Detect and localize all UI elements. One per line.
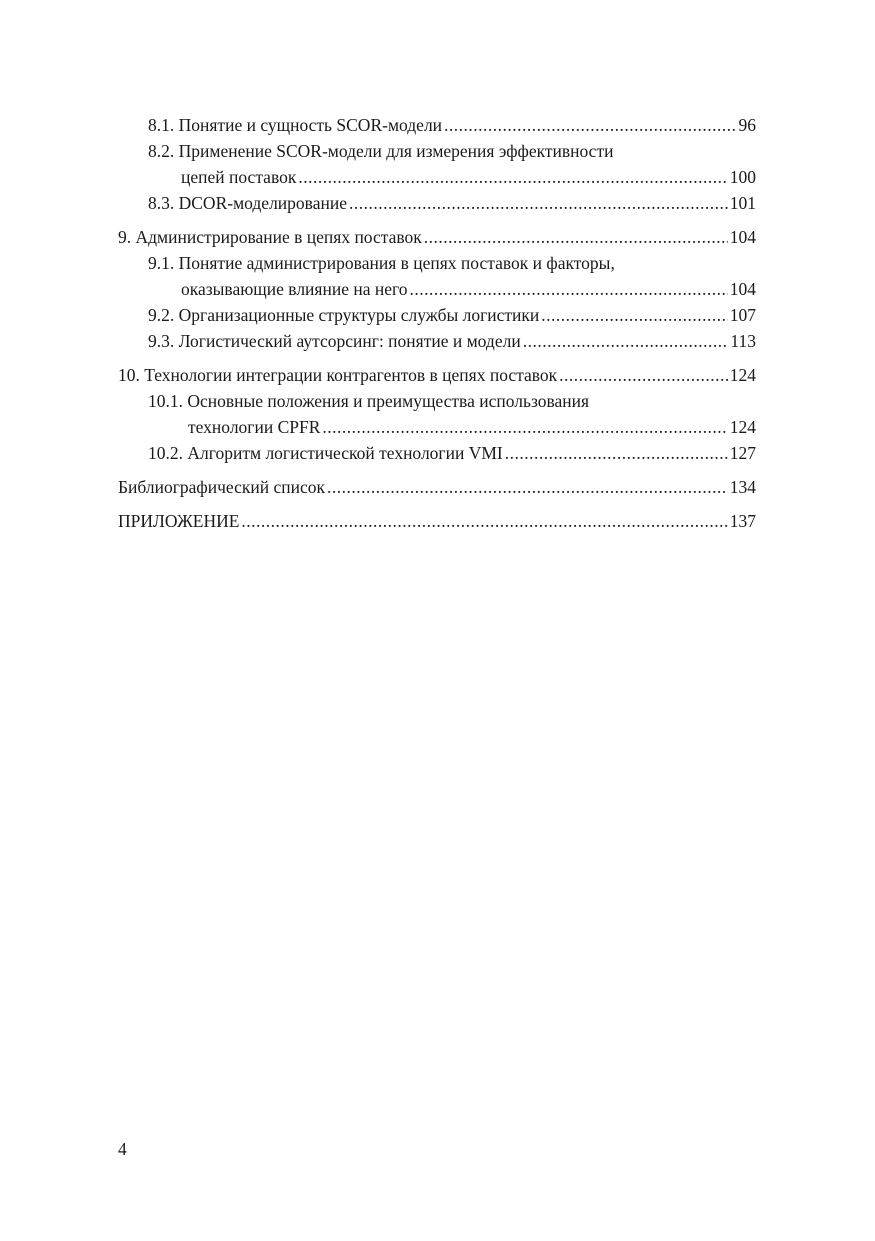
toc-leader-dots bbox=[505, 440, 728, 466]
toc-entry-page: 101 bbox=[729, 193, 756, 213]
toc-entry-title: 10.2. Алгоритм логистической технологии VMI bbox=[148, 443, 503, 463]
toc-entry-page: 96 bbox=[738, 115, 756, 135]
toc-entry-appendix[interactable] bbox=[118, 508, 756, 534]
toc-entry-title: ПРИЛОЖЕНИЕ bbox=[118, 511, 240, 531]
toc-entry-title: 8.3. DCOR-моделирование bbox=[148, 193, 347, 213]
toc-leader-dots bbox=[409, 276, 727, 302]
toc-entry-title: 10.1. Основные положения и преимущества использования bbox=[148, 391, 590, 411]
toc-leader-dots bbox=[298, 164, 727, 190]
toc-leader-dots bbox=[523, 328, 729, 354]
toc-entry-page: 113 bbox=[730, 331, 756, 351]
toc-entry-8-3[interactable] bbox=[118, 190, 756, 216]
toc-leader-dots bbox=[541, 302, 727, 328]
toc-entry-page: 104 bbox=[729, 279, 756, 299]
toc-entry-title: 9. Администрирование в цепях поставок bbox=[118, 227, 422, 247]
toc-entry-title-cont: цепей поставок bbox=[181, 167, 297, 187]
toc-entry-9-1[interactable] bbox=[118, 250, 756, 302]
toc-entry-10[interactable] bbox=[118, 362, 756, 388]
toc-entry-title-cont: технологии CPFR bbox=[188, 417, 321, 437]
toc-entry-8-1[interactable] bbox=[118, 112, 756, 138]
toc-leader-dots bbox=[241, 508, 727, 534]
toc-entry-9-2[interactable] bbox=[118, 302, 756, 328]
toc-entry-title: 10. Технологии интеграции контрагентов в цепях поставок bbox=[118, 365, 558, 385]
toc-leader-dots bbox=[349, 190, 728, 216]
toc-leader-dots bbox=[424, 224, 728, 250]
toc-entry-page: 124 bbox=[729, 417, 756, 437]
toc-entry-page: 134 bbox=[729, 477, 756, 497]
toc-entry-10-1[interactable] bbox=[118, 388, 756, 440]
toc-entry-bibliography[interactable] bbox=[118, 474, 756, 500]
toc-leader-dots bbox=[327, 474, 728, 500]
toc-entry-title: 9.1. Понятие администрирования в цепях поставок и факторы, bbox=[148, 253, 615, 273]
toc-entry-9-3[interactable] bbox=[118, 328, 756, 354]
page-number: 4 bbox=[118, 1139, 127, 1159]
toc-entry-8-2[interactable] bbox=[118, 138, 756, 190]
toc-leader-dots bbox=[322, 414, 727, 440]
toc-entry-page: 137 bbox=[729, 511, 756, 531]
toc-entry-page: 107 bbox=[729, 305, 756, 325]
toc-leader-dots bbox=[559, 362, 728, 388]
toc-entry-page: 124 bbox=[729, 365, 756, 385]
toc-entry-title: 8.1. Понятие и сущность SCOR-модели bbox=[148, 115, 443, 135]
toc-entry-title-cont: оказывающие влияние на него bbox=[181, 279, 408, 299]
toc-entry-page: 100 bbox=[729, 167, 756, 187]
toc-entry-9[interactable] bbox=[118, 224, 756, 250]
toc-entry-10-2[interactable] bbox=[118, 440, 756, 466]
toc-entry-title: Библиографический список bbox=[118, 477, 326, 497]
toc-entry-title: 9.3. Логистический аутсорсинг: понятие и модели bbox=[148, 331, 521, 351]
toc-entry-title: 8.2. Применение SCOR-модели для измерения эффективности bbox=[148, 141, 614, 161]
toc-entry-title: 9.2. Организационные структуры службы логистики bbox=[148, 305, 540, 325]
toc-entry-page: 127 bbox=[729, 443, 756, 463]
table-of-contents bbox=[118, 112, 756, 534]
toc-entry-page: 104 bbox=[729, 227, 756, 247]
toc-leader-dots bbox=[444, 112, 736, 138]
